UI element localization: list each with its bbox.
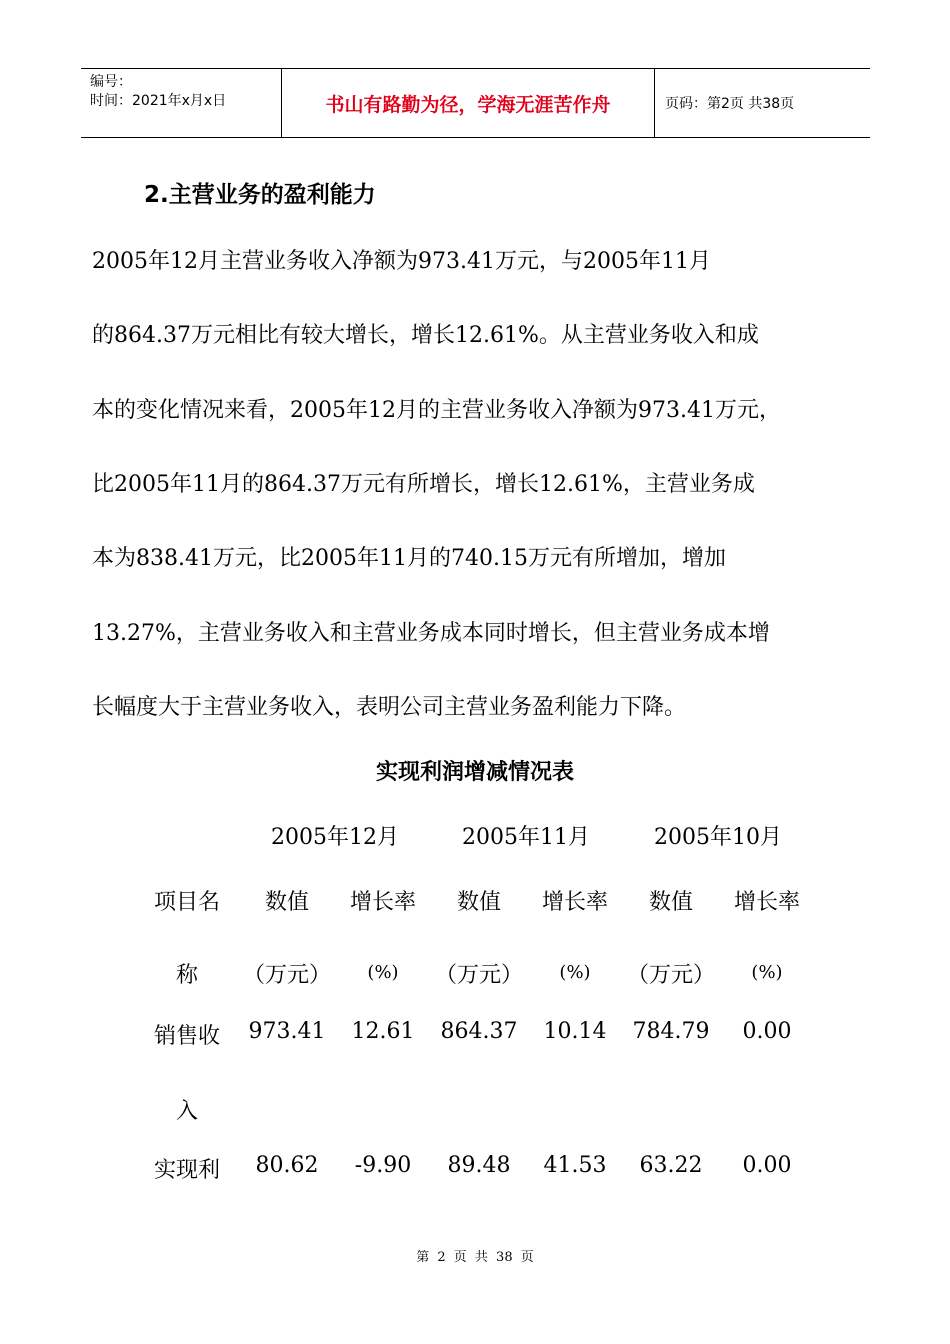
table-cell: 80.62 — [255, 1153, 319, 1178]
paragraph-line: 比2005年11月的864.37万元有所增长，增长12.61%，主营业务成 — [92, 472, 755, 497]
document-header — [81, 68, 870, 138]
rate-unit: (%) — [367, 962, 399, 983]
row-label: 实现利 — [153, 1158, 221, 1183]
rate-header: 增长率 — [541, 890, 609, 915]
table-cell: 784.79 — [632, 1019, 710, 1044]
paragraph-line: 长幅度大于主营业务收入，表明公司主营业务盈利能力下降。 — [92, 695, 687, 720]
table-cell: 864.37 — [440, 1019, 518, 1044]
rate-header: 增长率 — [349, 890, 417, 915]
rate-unit: (%) — [751, 962, 783, 983]
section-heading: 2.主营业务的盈利能力 — [144, 182, 376, 208]
table-cell: 63.22 — [639, 1153, 703, 1178]
row-label: 销售收 — [153, 1024, 221, 1049]
table-cell: 41.53 — [543, 1153, 607, 1178]
item-column-header-cont: 称 — [175, 963, 199, 988]
serial-label: 编号： — [90, 74, 132, 90]
table-cell: 973.41 — [248, 1019, 326, 1044]
value-unit: （万元） — [434, 963, 524, 988]
table-cell: 12.61 — [351, 1019, 415, 1044]
period-header: 2005年12月 — [271, 825, 399, 850]
header-meta-cell — [81, 69, 282, 137]
value-header: 数值 — [456, 890, 502, 915]
value-unit: （万元） — [242, 963, 332, 988]
row-label-cont: 入 — [175, 1099, 199, 1124]
table-cell: 89.48 — [447, 1153, 511, 1178]
motto-text: 书山有路勤为径，学海无涯苦作舟 — [325, 93, 611, 116]
period-header: 2005年11月 — [462, 825, 590, 850]
rate-unit: (%) — [559, 962, 591, 983]
paragraph-line: 本的变化情况来看，2005年12月的主营业务收入净额为973.41万元， — [92, 398, 781, 423]
value-header: 数值 — [264, 890, 310, 915]
period-header: 2005年10月 — [654, 825, 782, 850]
rate-header: 增长率 — [733, 890, 801, 915]
header-motto-cell — [282, 69, 655, 137]
table-cell: 0.00 — [742, 1019, 792, 1044]
page-footer: 第 2 页 共 38 页 — [416, 1250, 534, 1265]
table-cell: 0.00 — [742, 1153, 792, 1178]
paragraph-line: 的864.37万元相比有较大增长，增长12.61%。从主营业务收入和成 — [92, 323, 759, 348]
item-column-header: 项目名 — [153, 890, 221, 915]
table-title: 实现利润增减情况表 — [375, 760, 574, 785]
page-info: 页码：第2页 共38页 — [665, 96, 795, 112]
header-page-cell — [655, 69, 880, 137]
table-cell: 10.14 — [543, 1019, 607, 1044]
value-header: 数值 — [648, 890, 694, 915]
table-cell: -9.90 — [354, 1153, 412, 1178]
paragraph-line: 本为838.41万元，比2005年11月的740.15万元有所增加，增加 — [92, 546, 726, 571]
paragraph-line: 13.27%，主营业务收入和主营业务成本同时增长，但主营业务成本增 — [92, 621, 770, 646]
time-label: 时间：2021年x月x日 — [90, 93, 227, 109]
value-unit: （万元） — [626, 963, 716, 988]
paragraph-line: 2005年12月主营业务收入净额为973.41万元，与2005年11月 — [92, 249, 711, 274]
